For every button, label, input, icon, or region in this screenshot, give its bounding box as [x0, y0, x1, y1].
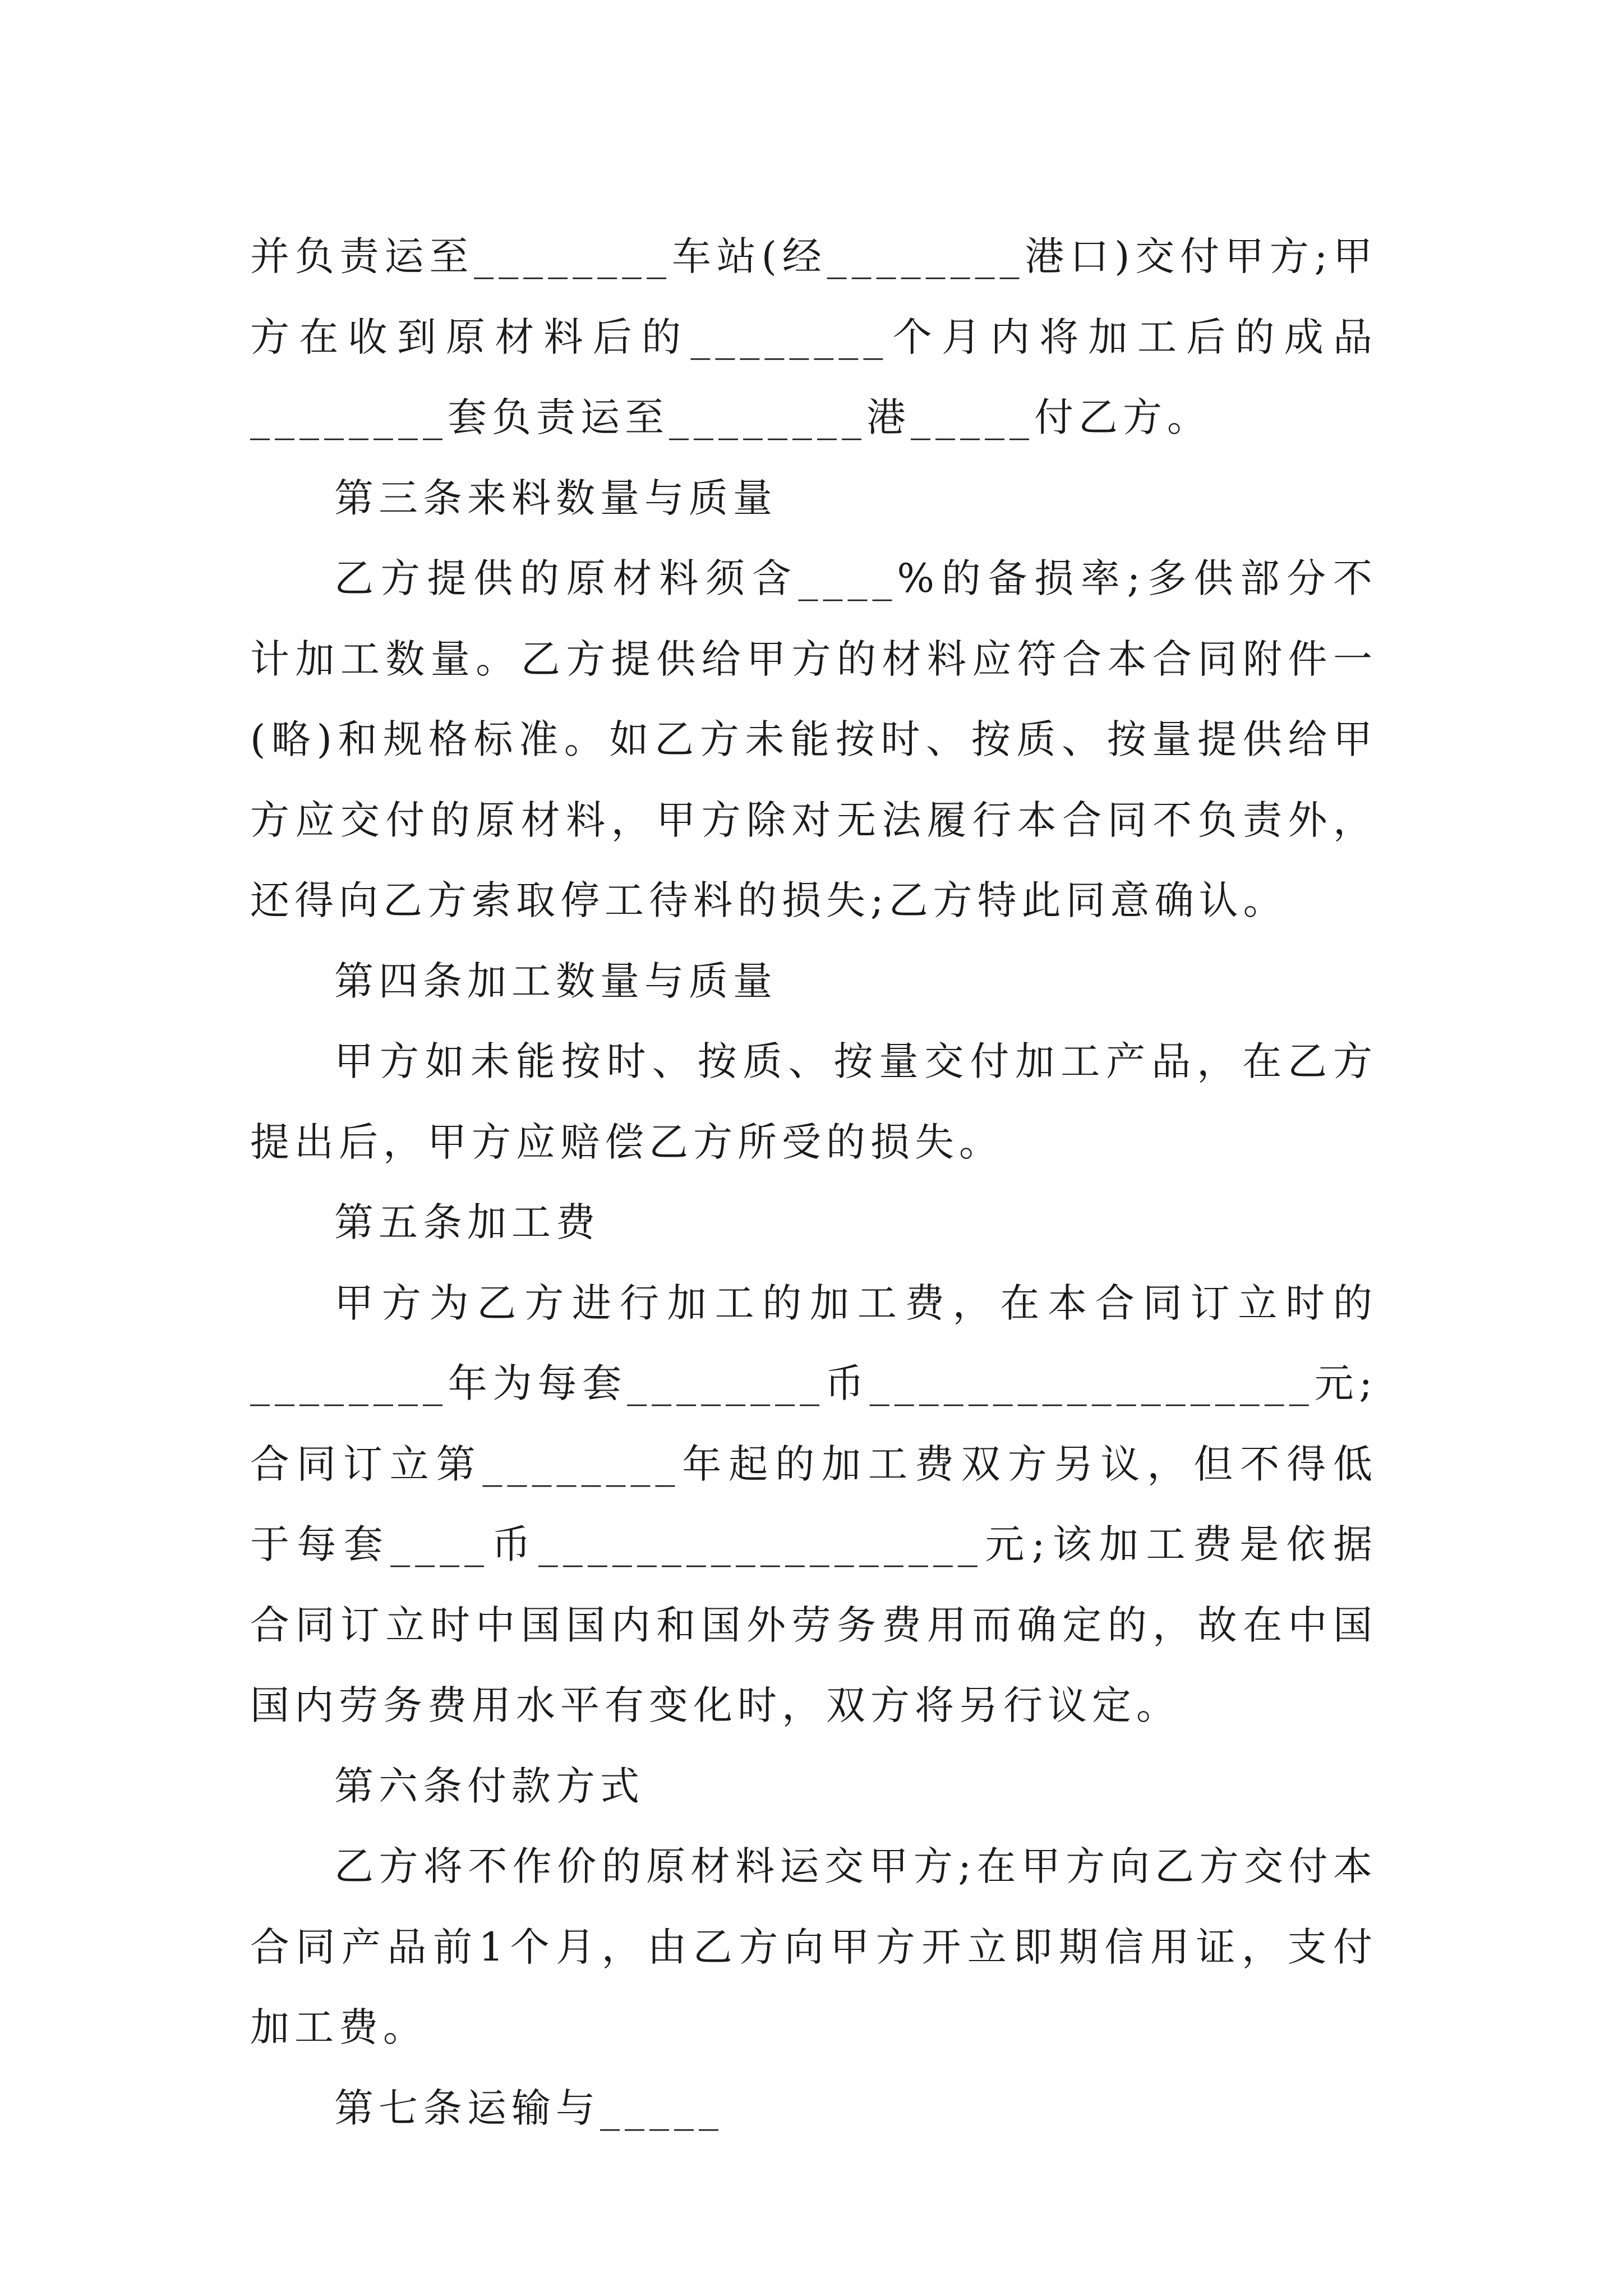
paragraph-article-6: 乙方将不作价的原材料运交甲方;在甲方向乙方交付本合同产品前1个月，由乙方向甲方开立即期信用证，支付加工费。	[250, 1843, 1377, 2050]
paragraph-article-4: 甲方如未能按时、按质、按量交付加工产品，在乙方提出后，甲方应赔偿乙方所受的损失。	[250, 1038, 1377, 1165]
heading-article-5: 第五条加工费	[334, 1199, 600, 1245]
heading-article-6: 第六条付款方式	[334, 1763, 644, 1809]
paragraph-article-5: 甲方为乙方进行加工的加工费，在本合同订立时的________年为每套________币__________________元;合同订立第________年起的加工费双方另议，但不得低于每套____币__________________元;该加工费是依据合同订立时中国国内和国外劳务费用而确定的，故在中国国内劳务费用水平有变化时，双方将另行议定。	[250, 1280, 1377, 1728]
heading-article-4: 第四条加工数量与质量	[334, 958, 777, 1004]
heading-article-7: 第七条运输与_____	[334, 2085, 723, 2131]
paragraph-delivery-terms: 并负责运至________车站(经________港口)交付甲方;甲方在收到原材料后的________个月内将加工后的成品________套负责运至________港_____付乙方。	[250, 233, 1377, 440]
document-body	[250, 217, 1377, 2148]
paragraph-article-3: 乙方提供的原材料须含____%的备损率;多供部分不计加工数量。乙方提供给甲方的材料应符合本合同附件一(略)和规格标准。如乙方未能按时、按质、按量提供给甲方应交付的原材料，甲方除对无法履行本合同不负责外，还得向乙方索取停工待料的损失;乙方特此同意确认。	[250, 555, 1377, 923]
heading-article-3: 第三条来料数量与质量	[334, 475, 777, 521]
